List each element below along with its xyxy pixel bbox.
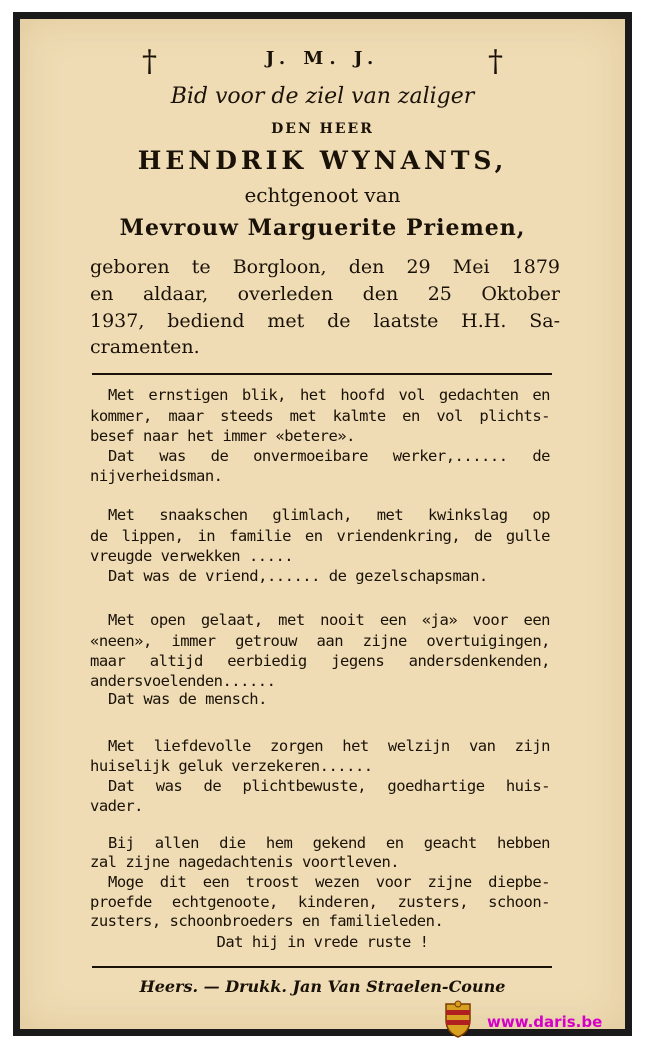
- bio-line: 1937, bediend met de laatste H.H. Sa-: [90, 310, 560, 332]
- text-line: kommer, maar steeds met kalmte en vol plichts-: [90, 407, 550, 425]
- text-line: Met open gelaat, met nooit een «ja» voor een: [108, 611, 550, 629]
- text-line: Moge dit een troost wezen voor zijne diepbe-: [108, 873, 550, 891]
- text-line: huiselijk geluk verzekeren......: [90, 757, 373, 775]
- closing-line: Dat hij in vrede ruste !: [216, 933, 429, 951]
- text-line: Bij allen die hem gekend en geacht hebben: [108, 834, 550, 852]
- text-line: andersvoelenden......: [90, 672, 276, 690]
- text-line: Dat was de vriend,...... de gezelschapsman.: [108, 567, 488, 585]
- text-line: Met snaakschen glimlach, met kwinkslag op: [108, 506, 550, 524]
- text-line: de lippen, in familie en vriendenkring, de gulle: [90, 527, 550, 545]
- deceased-name: HENDRIK WYNANTS,: [137, 146, 508, 175]
- spouse-intro: echtgenoot van: [244, 183, 401, 207]
- text-line: Met liefdevolle zorgen het welzijn van zijn: [108, 737, 550, 755]
- bio-line: cramenten.: [90, 336, 200, 358]
- text-line: Dat was de mensch.: [108, 690, 267, 708]
- divider-top: [92, 373, 552, 375]
- text-line: zal zijne nagedachtenis voortleven.: [90, 853, 400, 871]
- text-line: besef naar het immer «betere».: [90, 427, 355, 445]
- text-line: proefde echtgenoote, kinderen, zusters, schoon-: [90, 893, 550, 911]
- bio-line: en aldaar, overleden den 25 Oktober: [90, 283, 560, 305]
- text-line: maar altijd eerbiedig jegens andersdenkenden,: [90, 652, 550, 670]
- text-line: nijverheidsman.: [90, 467, 223, 485]
- shield-crest-icon: [443, 1000, 473, 1038]
- cross-icon-right: †: [488, 44, 503, 79]
- bio-line: geboren te Borgloon, den 29 Mei 1879: [90, 256, 560, 278]
- text-line: zusters, schoonbroeders en familieleden.: [90, 912, 444, 930]
- text-line: «neen», immer getrouw aan zijne overtuigingen,: [90, 632, 550, 650]
- text-line: Met ernstigen blik, het hoofd vol gedachten en: [108, 386, 550, 404]
- text-line: vader.: [90, 797, 143, 815]
- title-prefix: DEN HEER: [271, 121, 374, 137]
- jmj-heading: J. M. J.: [265, 48, 380, 69]
- spouse-name: Mevrouw Marguerite Priemen,: [119, 215, 526, 241]
- printer-imprint: Heers. — Drukk. Jan Van Straelen-Coune: [139, 977, 506, 996]
- prayer-line: Bid voor de ziel van zaliger: [170, 84, 475, 109]
- text-line: vreugde verwekken .....: [90, 547, 294, 565]
- cross-icon-left: †: [142, 44, 157, 79]
- divider-bottom: [92, 966, 552, 968]
- text-line: Dat was de onvermoeibare werker,...... de: [108, 447, 550, 465]
- watermark-link[interactable]: www.daris.be: [487, 1013, 603, 1031]
- text-line: Dat was de plichtbewuste, goedhartige huis-: [108, 777, 550, 795]
